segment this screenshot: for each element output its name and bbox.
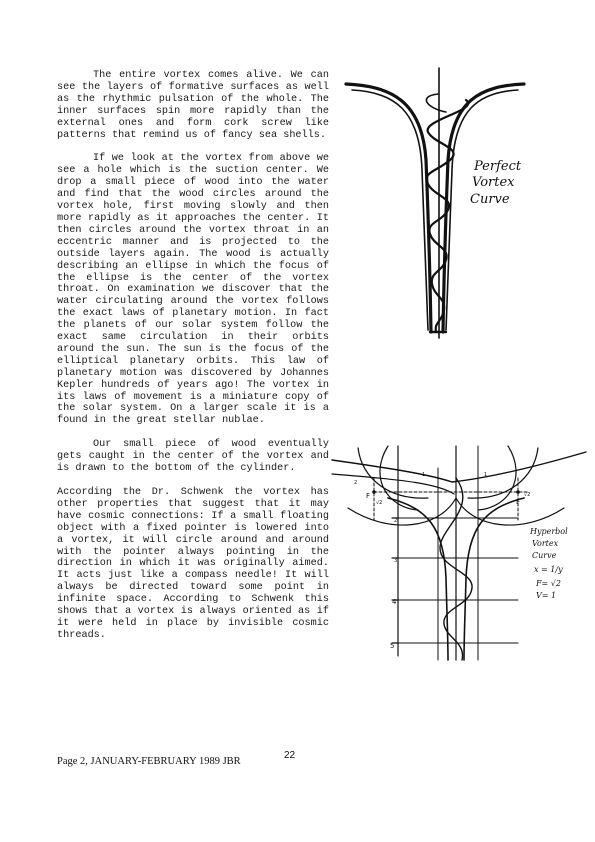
perfect-vortex-figure bbox=[330, 60, 530, 350]
axis-tick-5: 5 bbox=[390, 642, 395, 650]
focus-right-label: F bbox=[516, 498, 521, 506]
focus-left-label: F bbox=[366, 492, 371, 500]
paragraph-3: Our small piece of wood eventually gets caught in the center of the vortex and is drawn to the bottom of the cylinder. bbox=[57, 439, 329, 475]
figure2-equation-3: V= 1 bbox=[536, 591, 557, 600]
axis-tick-top-1b: 1 bbox=[484, 472, 488, 478]
hyperbolic-vortex-figure bbox=[328, 438, 590, 668]
page-footer: Page 2, JANUARY-FEBRUARY 1989 JBR bbox=[57, 756, 241, 767]
axis-tick-top-2: 2 bbox=[354, 480, 358, 486]
axis-tick-2: 2 bbox=[394, 518, 398, 524]
paragraph-1: The entire vortex comes alive. We can see the layers of formative surfaces as well as the rhythmic pulsation of the whole. The inner surfaces spin more rapidly than the external ones and form cork screw like patterns that remind us of fancy sea shells. bbox=[57, 70, 329, 141]
figure2-label-line2: Vortex bbox=[532, 539, 559, 548]
figure2-label-line3: Curve bbox=[532, 551, 557, 560]
sqrt-left-label: √2 bbox=[376, 500, 383, 506]
figure2-equation-1: x = 1/y bbox=[534, 565, 563, 574]
article-column bbox=[57, 70, 329, 654]
paragraph-4: According the Dr. Schwenk the vortex has other properties that suggest that it may have cosmic connections: If a small floating object with a fixed pointer is lowered into a vortex, it will circle around and around with the pointer always pointing in the direction in which it was originally aimed. It acts just like a compass needle! It will always be directed toward some point in infinite space. According to Schwenk this shows that a vortex is always oriented as if it were held in place by invisible cosmic threads. bbox=[57, 487, 329, 641]
figure1-label-line2: Vortex bbox=[472, 175, 515, 190]
figure1-label-line3: Curve bbox=[470, 192, 510, 207]
figure2-label-line1: Hyperbol bbox=[530, 527, 568, 536]
paragraph-2: If we look at the vortex from above we see a hole which is the suction center. We drop a small piece of wood into the water and find that the wood circles around the vortex hole, first moving slowly and then more rapidly as it approaches the center. It then circles around the vortex throat in an eccentric manner and is projected to the outside layers again. The wood is actually describing an ellipse in which the focus of the ellipse is the center of the vortex throat. On examination we discover that the water circulating around the vortex follows the exact laws of planetary motion. In fact the planets of our solar system follow the exact same circulation in their orbits around the sun. The sun is the focus of the elliptical planetary orbits. This law of planetary motion was discovered by Johannes Kepler hundreds of years ago! The vortex in its laws of movement is a miniature copy of the solar system. On a larger scale it is a found in the great stellar nublae. bbox=[57, 153, 329, 427]
page-number: 22 bbox=[284, 750, 296, 761]
figure2-equation-2: F= √2 bbox=[536, 579, 561, 588]
sqrt-right-label: √2 bbox=[524, 492, 531, 498]
figure1-label-line1: Perfect bbox=[474, 159, 522, 174]
axis-tick-top-1: 1 bbox=[422, 472, 426, 478]
axis-tick-3: 3 bbox=[394, 558, 398, 564]
axis-tick-4: 4 bbox=[392, 598, 397, 606]
